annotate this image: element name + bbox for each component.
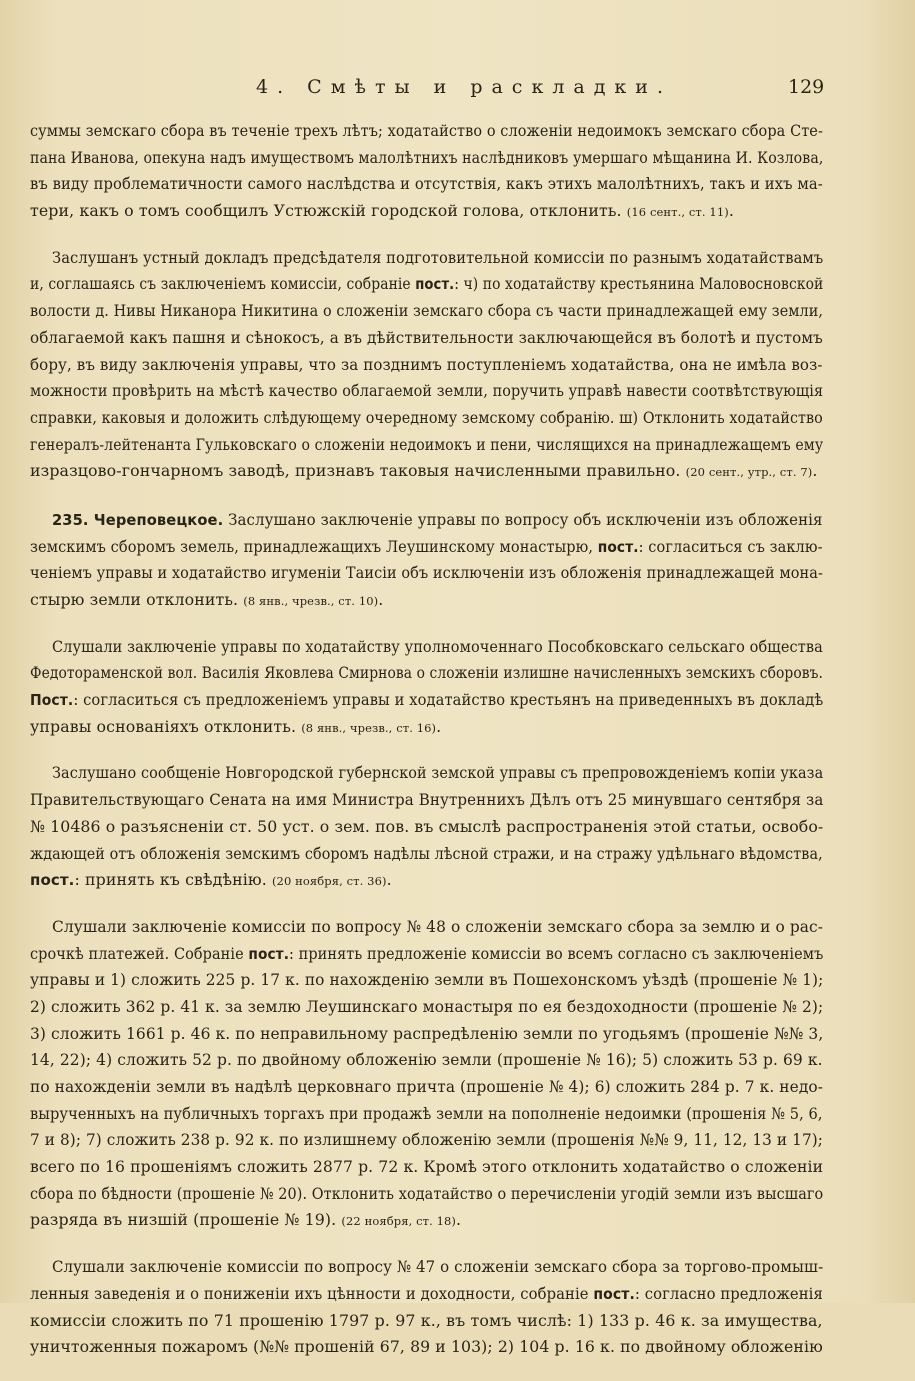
text-line: разряда въ низшій (прошеніе № 19). (22 ноября, ст. 18). bbox=[30, 1210, 462, 1230]
text-line: бору, въ виду заключенія управы, что за позднимъ поступленіемъ ходатайства, она не имѣла воз- bbox=[30, 354, 823, 374]
text-line: по нахожденіи земли въ надѣлѣ церковнаго причта (прошеніе № 4); 6) сложить 284 р. 7 к. недо- bbox=[30, 1077, 823, 1096]
resolution-marker: пост. bbox=[415, 275, 455, 294]
text-line: управы и 1) сложить 225 р. 17 к. по нахожденію земли въ Пошехонскомъ уѣздѣ (прошеніе № 1); bbox=[30, 970, 823, 990]
page-header bbox=[0, 76, 915, 104]
paragraph bbox=[30, 245, 823, 485]
text-line: пана Иванова, опекуна надъ имуществомъ малолѣтнихъ наслѣдниковъ умершаго мѣщанина И. Козлова, bbox=[30, 147, 823, 167]
text-line: генералъ-лейтенанта Гульковскаго о сложеніи недоимокъ и пени, числящихся на принадлежащемъ ему bbox=[30, 434, 823, 454]
text-line: управы основаніяхъ отклонить. (8 янв., чрезв., ст. 16). bbox=[30, 716, 442, 736]
page-number: 129 bbox=[788, 76, 825, 98]
text-line: можности провѣрить на мѣстѣ качество облагаемой земли, поручить управѣ навести соотвѣтствующія bbox=[30, 381, 823, 401]
text-line: 235. Череповецкое. Заслушано заключеніе управы по вопросу объ исключеніи изъ обложенія bbox=[52, 509, 823, 529]
running-title: 4. Смѣты и раскладки. bbox=[256, 76, 672, 98]
resolution-marker: пост. bbox=[593, 1284, 635, 1303]
text-line: № 10486 о разъясненіи ст. 50 уст. о зем. пов. въ смыслѣ распространенія этой статьи, освобо- bbox=[30, 816, 823, 836]
text-line: справки, каковыя и доложить слѣдующему очередному земскому собранію. ш) Отклонить ходатайство bbox=[30, 407, 823, 427]
paragraph bbox=[30, 914, 823, 1234]
text-line: Федотораменской вол. Василія Яковлева Смирнова о сложеніи излишне начисленныхъ земскихъ сборовъ. bbox=[30, 663, 823, 683]
paragraph bbox=[30, 507, 823, 614]
text-line: комиссіи сложить по 71 прошенію 1797 р. 97 к., въ томъ числѣ: 1) 133 р. 46 к. за имущества, bbox=[30, 1310, 823, 1330]
session-reference: (8 янв., чрезв., ст. 10) bbox=[243, 594, 379, 608]
text-line: 14, 22); 4) сложить 52 р. по двойному обложенію земли (прошеніе № 16); 5) сложить 53 р. 69 к. bbox=[30, 1050, 823, 1070]
session-reference: (22 ноября, ст. 18) bbox=[341, 1214, 457, 1229]
text-line: ждающей отъ обложенія земскимъ сборомъ надѣлы лѣсной стражи, и на стражу удѣльнаго вѣдомства, bbox=[30, 843, 823, 863]
text-line: суммы земскаго сбора въ теченіе трехъ лѣтъ; ходатайство о сложеніи недоимокъ земскаго сбора Сте- bbox=[30, 121, 823, 140]
resolution-marker: пост. bbox=[248, 944, 290, 963]
text-line: Правительствующаго Сената на имя Министра Внутреннихъ Дѣлъ отъ 25 минувшаго сентября за bbox=[30, 790, 823, 810]
text-line: Слушали заключеніе управы по ходатайству уполномоченнаго Пособковскаго сельскаго общества bbox=[52, 636, 823, 656]
resolution-marker: пост. bbox=[30, 871, 75, 890]
text-line: уничтоженныя пожаромъ (№№ прошеній 67, 89 и 103); 2) 104 р. 16 к. по двойному обложенію bbox=[30, 1337, 823, 1357]
resolution-marker: Пост. bbox=[30, 691, 74, 710]
text-line: Заслушанъ устный докладъ предсѣдателя подготовительной комиссіи по разнымъ ходатайствамъ bbox=[52, 247, 823, 267]
session-reference: (8 янв., чрезв., ст. 16) bbox=[301, 720, 437, 735]
text-line: ленныя заведенія и о пониженіи ихъ цѣнности и доходности, собраніе пост.: согласно предложенія bbox=[30, 1283, 823, 1303]
text-line: сбора по бѣдности (прошеніе № 20). Отклонить ходатайство о перечисленіи угодій земли изъ высшаго bbox=[30, 1183, 823, 1203]
text-line: 3) сложить 1661 р. 46 к. по неправильному распредѣленію земли по угодьямъ (прошеніе №№ 3, bbox=[30, 1023, 823, 1043]
text-line: 2) сложить 362 р. 41 к. за землю Леушинскаго монастыря по ея бездоходности (прошеніе № 2); bbox=[30, 996, 823, 1016]
text-line: и, соглашаясь съ заключеніемъ комиссіи, собраніе пост.: ч) по ходатайству крестьянина Маловосновской bbox=[30, 274, 823, 294]
paragraph bbox=[30, 760, 823, 893]
text-line: срочкѣ платежей. Собраніе пост.: принять предложеніе комиссіи во всемъ согласно съ заключеніемъ bbox=[30, 943, 823, 963]
text-line: 7 и 8); 7) сложить 238 р. 92 к. по излишнему обложенію земли (прошенія №№ 9, 11, 12, 13 и 17); bbox=[30, 1130, 823, 1150]
session-reference: (16 сент., ст. 11) bbox=[626, 205, 729, 220]
text-line: тери, какъ о томъ сообщилъ Устюжскій городской голова, отклонить. (16 сент., ст. 11). bbox=[30, 201, 734, 221]
body-text bbox=[30, 118, 823, 1381]
paragraph bbox=[30, 1254, 823, 1361]
text-line: волости д. Нивы Никанора Никитина о сложеніи земскаго сбора съ части принадлежащей ему земли, bbox=[30, 301, 823, 321]
text-line: Слушали заключеніе комиссіи по вопросу № 48 о сложеніи земскаго сбора за землю и о рас- bbox=[52, 916, 823, 936]
section-heading: 235. Череповецкое. bbox=[52, 510, 224, 529]
text-line: всего по 16 прошеніямъ сложить 2877 р. 72 к. Кромѣ этого отклонить ходатайство о сложеніи bbox=[30, 1157, 823, 1177]
text-line: Пост.: согласиться съ предложеніемъ управы и ходатайство крестьянъ на приведенныхъ въ докладѣ bbox=[30, 690, 823, 710]
text-line: земскимъ сборомъ земель, принадлежащихъ Леушинскому монастырю, пост.: согласиться съ заклю- bbox=[30, 536, 823, 556]
text-line: въ виду проблематичности самого наслѣдства и отсутствія, какъ этихъ малолѣтнихъ, такъ и ихъ ма- bbox=[30, 174, 823, 194]
text-line: вырученныхъ на публичныхъ торгахъ при продажѣ земли на пополненіе недоимки (прошенія № 5, 6, bbox=[30, 1103, 823, 1123]
text-line: Слушали заключеніе комиссіи по вопросу № 47 о сложеніи земскаго сбора за торгово-промыш- bbox=[52, 1257, 823, 1277]
session-reference: (20 ноября, ст. 36) bbox=[271, 874, 387, 889]
text-line: стырю земли отклонить. (8 янв., чрезв., ст. 10). bbox=[30, 590, 384, 609]
paragraph bbox=[30, 634, 823, 741]
paragraph bbox=[30, 118, 823, 225]
text-line: Заслушано сообщеніе Новгородской губернской земской управы съ препровожденіемъ копіи указа bbox=[52, 763, 823, 783]
text-line: пост.: принять къ свѣдѣнію. (20 ноября, ст. 36). bbox=[30, 870, 392, 890]
resolution-marker: пост. bbox=[597, 537, 639, 556]
session-reference: (20 сент., утр., ст. 7) bbox=[685, 465, 813, 480]
text-line: изразцово-гончарномъ заводѣ, признавъ таковыя начисленными правильно. (20 сент., утр., ст. 7). bbox=[30, 461, 818, 481]
text-line: ченіемъ управы и ходатайство игуменіи Таисіи объ исключеніи изъ обложенія принадлежащей мона- bbox=[30, 563, 823, 583]
text-line: облагаемой какъ пашня и сѣнокосъ, а въ дѣйствительности заключающейся въ болотѣ и пустомъ bbox=[30, 327, 823, 347]
